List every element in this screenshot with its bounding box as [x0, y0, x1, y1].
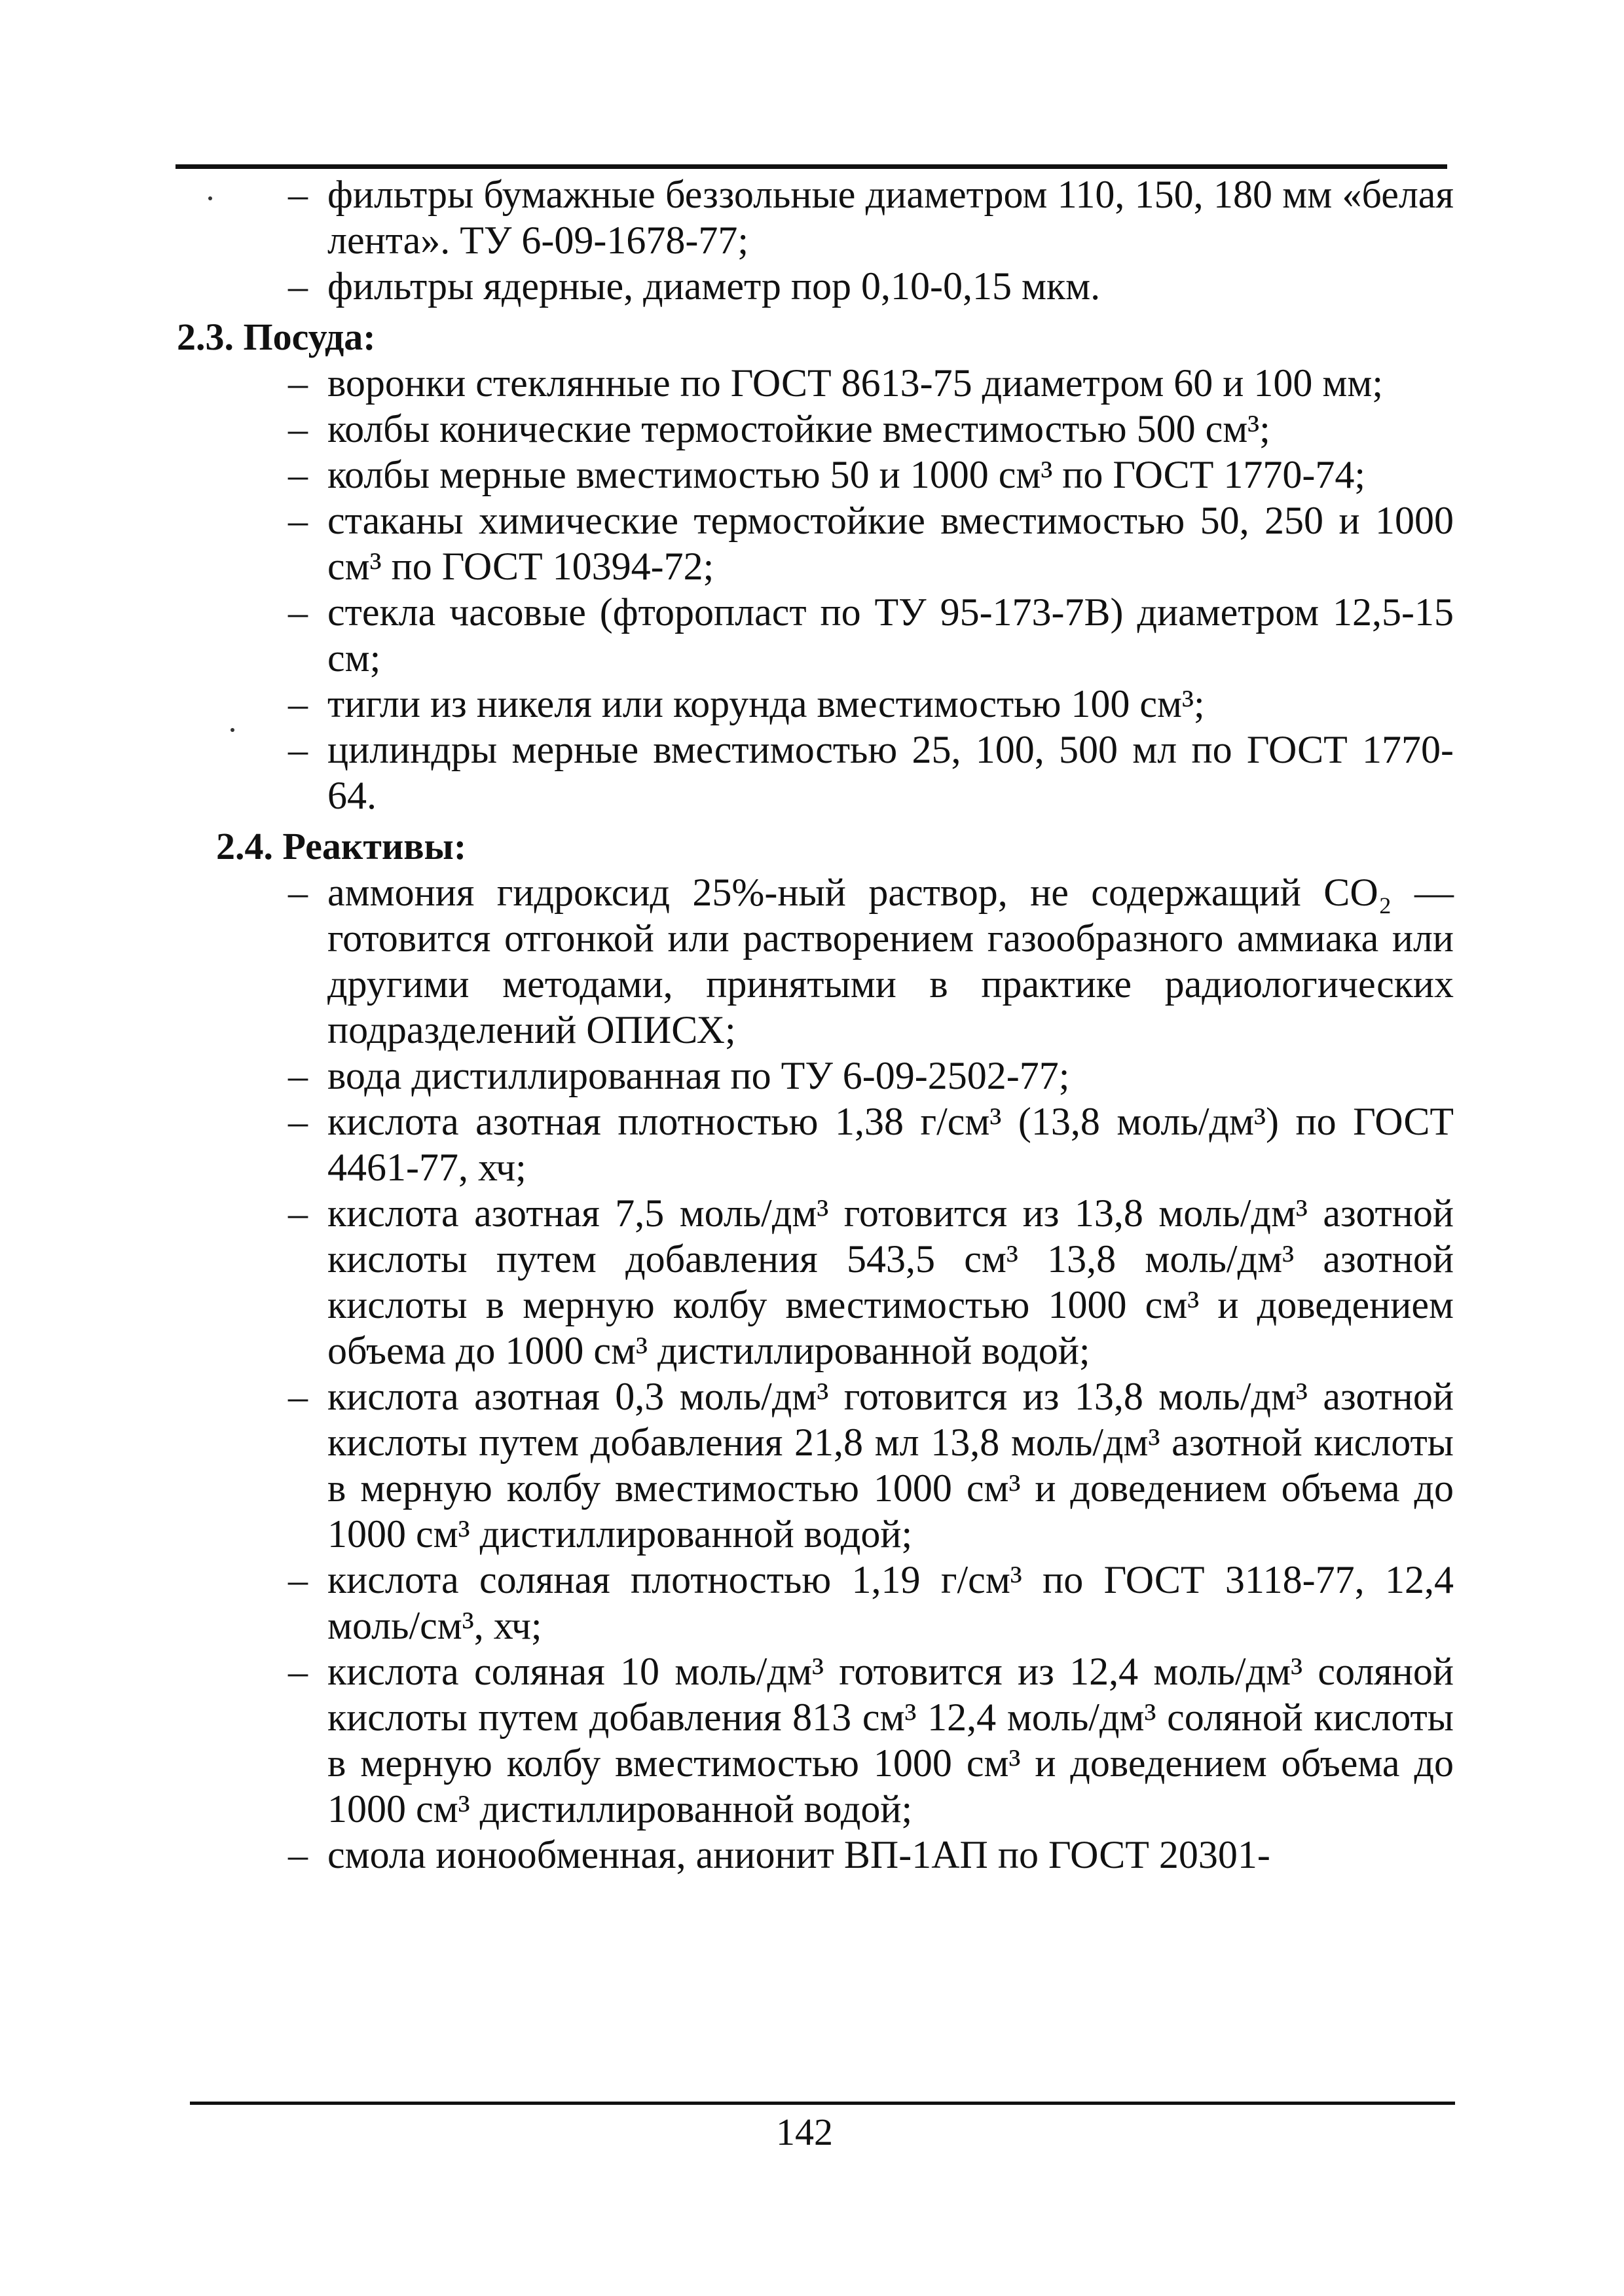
list-item: – смола ионообменная, анионит ВП-1АП по ГОСТ 20301-	[177, 1832, 1454, 1878]
bottom-rule	[190, 2102, 1455, 2105]
list-item: – кислота азотная 7,5 моль/дм³ готовится из 13,8 моль/дм³ азотной кислоты путем добавления 543,5 см³ 13,8 моль/дм³ азотной кислоты в мерную колбу вместимостью 1000 см³ и доведением объема до 1000 см³ дистиллированной водой;	[177, 1190, 1454, 1374]
list-item: – колбы мерные вместимостью 50 и 1000 см³ по ГОСТ 1770-74;	[177, 452, 1454, 498]
list-item: – цилиндры мерные вместимостью 25, 100, 500 мл по ГОСТ 1770-64.	[177, 727, 1454, 818]
list-item: – фильтры ядерные, диаметр пор 0,10-0,15 мкм.	[177, 263, 1454, 309]
list-item: – вода дистиллированная по ТУ 6-09-2502-77;	[177, 1053, 1454, 1099]
list-item: – стекла часовые (фторопласт по ТУ 95-173-7В) диаметром 12,5-15 см;	[177, 589, 1454, 681]
list-item: – кислота азотная плотностью 1,38 г/см³ (13,8 моль/дм³) по ГОСТ 4461-77, хч;	[177, 1099, 1454, 1190]
list-item: – колбы конические термостойкие вместимостью 500 см³;	[177, 406, 1454, 452]
list-item: – тигли из никеля или корунда вместимостью 100 см³;	[177, 681, 1454, 727]
list-item: – аммония гидроксид 25%-ный раствор, не содержащий CO₂ — готовится отгонкой или растворением газообразного аммиака или другими методами, принятыми в практике радиологических подразделений ОПИСХ;	[177, 869, 1454, 1053]
list-item: – кислота соляная плотностью 1,19 г/см³ по ГОСТ 3118-77, 12,4 моль/см³, хч;	[177, 1557, 1454, 1649]
section-heading-2-3: 2.3. Посуда:	[177, 316, 376, 358]
list-item: – кислота соляная 10 моль/дм³ готовится из 12,4 моль/дм³ соляной кислоты путем добавления 813 см³ 12,4 моль/дм³ соляной кислоты в мерную колбу вместимостью 1000 см³ и доведением объема до 1000 см³ дистиллированной водой;	[177, 1649, 1454, 1832]
list-item: – стаканы химические термостойкие вместимостью 50, 250 и 1000 см³ по ГОСТ 10394-72;	[177, 498, 1454, 589]
list-item: – воронки стеклянные по ГОСТ 8613-75 диаметром 60 и 100 мм;	[177, 360, 1454, 406]
body-text	[177, 172, 1454, 1878]
page-number: 142	[776, 2111, 833, 2153]
list-item: – кислота азотная 0,3 моль/дм³ готовится из 13,8 моль/дм³ азотной кислоты путем добавления 21,8 мл 13,8 моль/дм³ азотной кислоты в мерную колбу вместимостью 1000 см³ и доведением объема до 1000 см³ дистиллированной водой;	[177, 1374, 1454, 1557]
section-heading-2-4: 2.4. Реактивы:	[216, 825, 467, 867]
top-rule	[175, 164, 1447, 169]
list-item: – фильтры бумажные беззольные диаметром 110, 150, 180 мм «белая лента». ТУ 6-09-1678-77;	[177, 172, 1454, 263]
